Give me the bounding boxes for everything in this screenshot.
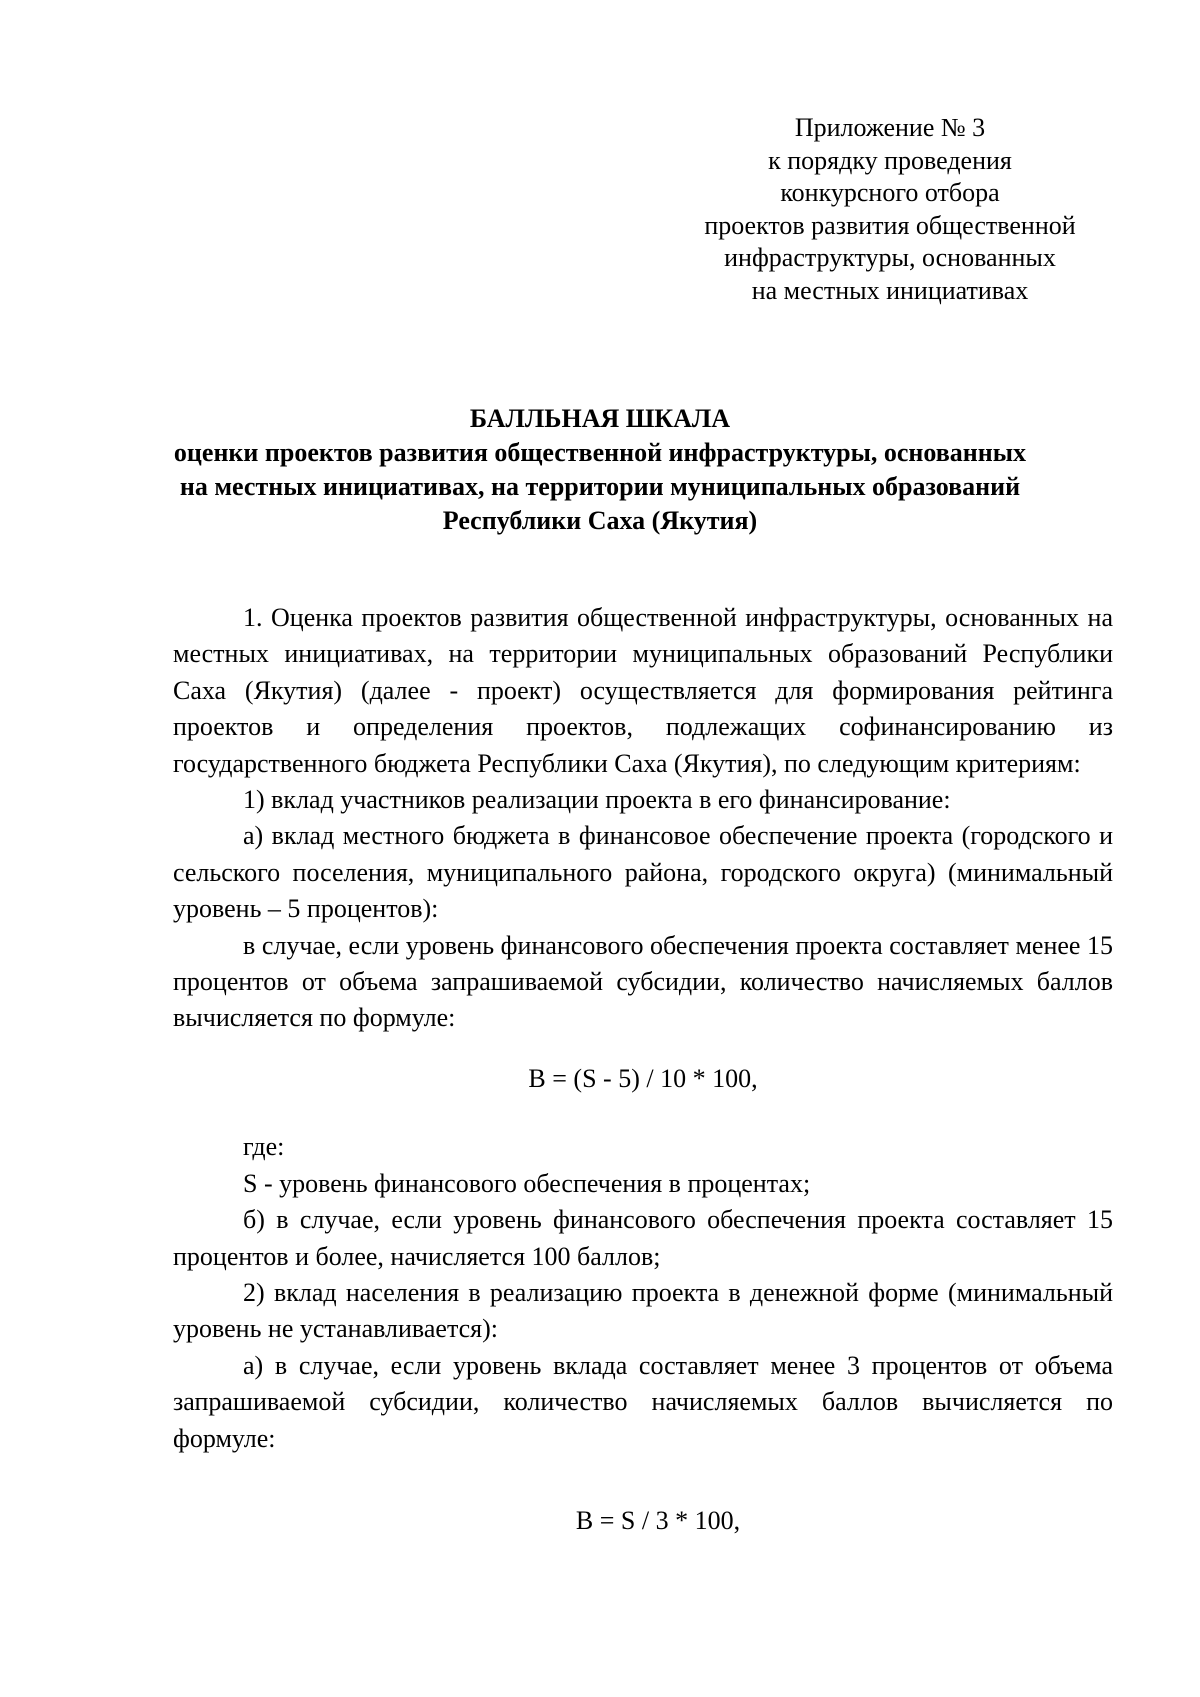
attachment-line: на местных инициативах (751, 275, 1029, 305)
attachment-header (660, 112, 1120, 307)
paragraph: а) в случае, если уровень вклада составляет менее 3 процентов от объема запрашиваемой субсидии, количество начисляемых баллов вычисляется по формуле: (173, 1350, 1113, 1453)
attachment-line: Приложение № 3 (794, 113, 986, 142)
paragraph: где: (243, 1132, 285, 1162)
attachment-line: конкурсного отбора (780, 178, 1000, 207)
title-subline: Республики Саха (Якутия) (442, 506, 758, 535)
title-subline: оценки проектов развития общественной инфраструктуры, основанных (173, 438, 1027, 467)
attachment-line: инфраструктуры, основанных (724, 243, 1056, 272)
formula: B = (S - 5) / 10 * 100, (528, 1063, 758, 1093)
paragraph: S - уровень финансового обеспечения в процентах; (243, 1168, 811, 1198)
attachment-line: проектов развития общественной (704, 210, 1076, 240)
title-heading: БАЛЛЬНАЯ ШКАЛА (469, 404, 731, 433)
title-subline: на местных инициативах, на территории муниципальных образований (179, 472, 1021, 501)
document-title (100, 402, 1100, 538)
paragraph: б) в случае, если уровень финансового обеспечения проекта составляет 15 процентов и более, начисляется 100 баллов; (173, 1205, 1113, 1271)
paragraph: в случае, если уровень финансового обеспечения проекта составляет менее 15 процентов от объема запрашиваемой субсидии, количество начисляемых баллов вычисляется по формуле: (173, 930, 1113, 1033)
formula: B = S / 3 * 100, (575, 1505, 741, 1535)
paragraph: а) вклад местного бюджета в финансовое обеспечение проекта (городского и сельского поселения, муниципального района, городского округа) (минимальный уровень – 5 процентов): (173, 821, 1113, 924)
paragraph: 1) вклад участников реализации проекта в его финансирование: (243, 785, 951, 815)
paragraph: 1. Оценка проектов развития общественной инфраструктуры, основанных на местных инициативах, на территории муниципальных образований Республики Саха (Якутия) (далее - проект) осуществляется для формирования рейтинга проектов и определения проектов, подлежащих софинансированию из государственного бюджета Республики Саха (Якутия), по следующим критериям: (173, 603, 1113, 778)
attachment-line: к порядку проведения (768, 145, 1012, 175)
document-body (173, 600, 1113, 1571)
paragraph: 2) вклад населения в реализацию проекта в денежной форме (минимальный уровень не устанавливается): (173, 1277, 1113, 1344)
